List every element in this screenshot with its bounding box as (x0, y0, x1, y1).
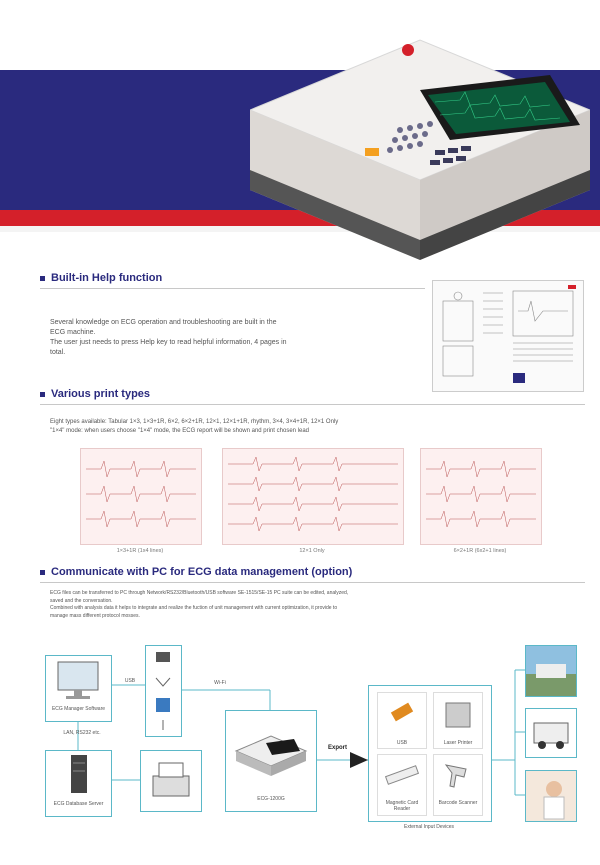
barcode-scanner-device: Barcode Scanner (433, 754, 483, 816)
print-caption-3: 6×2+1R (6x2+1 lines) (453, 548, 507, 554)
ecg-device-box: ECG-1200G (225, 710, 317, 812)
external-devices-caption: External Input Devices (403, 824, 455, 830)
external-devices-box (368, 685, 492, 822)
connectivity-options-box (145, 645, 182, 737)
ambulance-photo (525, 708, 577, 758)
help-text: Several knowledge on ECG operation and troubleshooting are built in the ECG machine. The user just needs to press Help key to read helpful information, 4 pages in total. (50, 319, 287, 356)
usb-device: USB (377, 692, 427, 749)
lan-connection-label: LAN, RS232 etc. (63, 730, 101, 736)
communicate-text: ECG files can be transferred to PC through Network/RS232/Bluetooth/USB software SE-1515/SE-15 PC suite can be edited, analyzed, saved and the conversation. Combined with analysis data it helps to integrate and realize the fuction of unit management with current optimization, it provide to manage mass different protocol mosses. (50, 590, 349, 619)
server-box: ECG Database Server (45, 750, 112, 817)
printer-box (140, 750, 202, 812)
card-reader-device: Magnetic Card Reader (377, 754, 427, 816)
section-title-communicate: Communicate with PC for ECG data management (option) (40, 566, 352, 578)
laser-printer-device: Laser Printer (433, 692, 483, 749)
print-text: Eight types available: Tabular 1×3, 1×3+1R, 6×2, 6×2+1R, 12×1, 12×1+1R, rhythm, 3×4, 3×4+1R, 12×1 Only "1×4" mode: when users choose "1×4" mode, the ECG report will be shown and print chosen lead (50, 419, 339, 434)
hospital-photo (525, 645, 577, 697)
export-arrow-label: Export (327, 745, 347, 751)
section-title-print: Various print types (40, 388, 150, 400)
doctor-photo (525, 770, 577, 822)
print-caption-2: 12×1 Only (299, 548, 325, 554)
usb-connection-label: USB (124, 678, 136, 684)
wifi-label: Wi-Fi (214, 680, 226, 686)
print-caption-1: 1×3+1R (1x4 lines) (116, 548, 164, 554)
pc-software-box: ECG Manager Software (45, 655, 112, 722)
section-title-help: Built-in Help function (40, 272, 162, 284)
